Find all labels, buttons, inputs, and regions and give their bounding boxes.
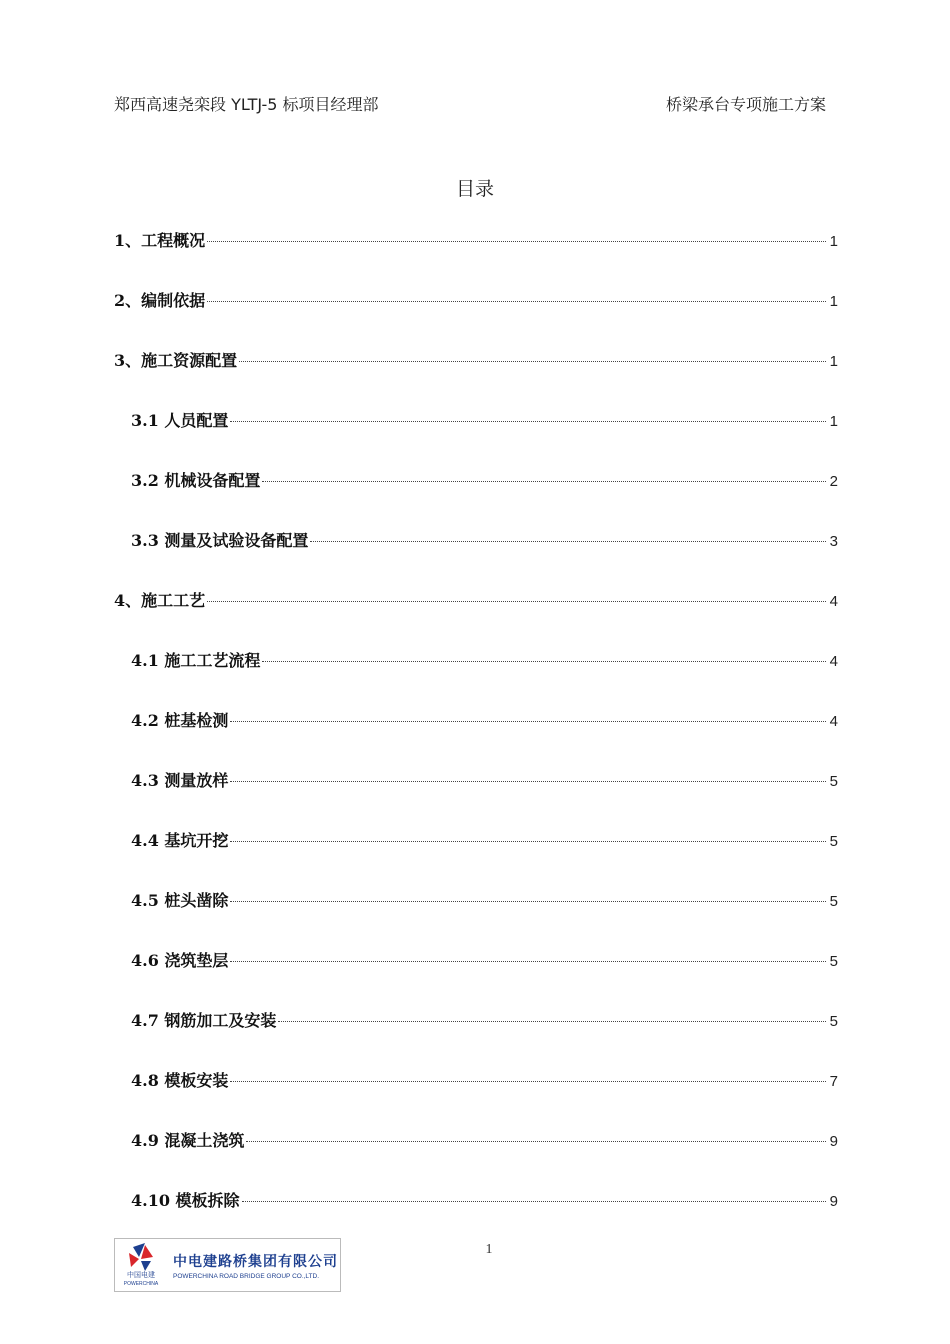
toc-entry[interactable] (114, 948, 838, 1008)
table-of-contents (114, 228, 838, 1248)
page-number: 1 (485, 1242, 493, 1257)
toc-entry-page: 1 (829, 413, 838, 430)
running-header-left: 郑西高速尧栾段 YLTJ-5 标项目经理部 (114, 95, 379, 114)
toc-entry-page: 4 (829, 713, 838, 730)
toc-entry-label[interactable]: 4.1 施工工艺流程 (131, 651, 261, 670)
toc-dot-leader (207, 601, 826, 602)
toc-entry-label[interactable]: 3、施工资源配置 (114, 351, 238, 370)
toc-entry-page: 5 (829, 1013, 838, 1030)
toc-entry-page: 5 (829, 953, 838, 970)
toc-entry-label[interactable]: 3.2 机械设备配置 (131, 471, 261, 490)
toc-entry[interactable] (114, 708, 838, 768)
company-name-cn: 中电建路桥集团有限公司 (173, 1253, 338, 1270)
toc-entry[interactable] (114, 1128, 838, 1188)
toc-dot-leader (262, 481, 825, 482)
toc-entry[interactable] (114, 228, 838, 288)
toc-dot-leader (230, 961, 825, 962)
toc-entry-page: 9 (829, 1133, 838, 1150)
toc-entry[interactable] (114, 408, 838, 468)
toc-entry-page: 3 (829, 533, 838, 550)
toc-entry[interactable] (114, 348, 838, 408)
toc-entry-label[interactable]: 4.4 基坑开挖 (131, 831, 229, 850)
logo-mark-text: 中国电建 (127, 1272, 155, 1279)
toc-entry-label[interactable]: 4.8 模板安装 (131, 1071, 229, 1090)
toc-entry[interactable] (114, 768, 838, 828)
toc-dot-leader (230, 1081, 825, 1082)
toc-entry[interactable] (114, 288, 838, 348)
toc-entry[interactable] (114, 1008, 838, 1068)
toc-dot-leader (310, 541, 825, 542)
toc-dot-leader (230, 901, 825, 902)
toc-dot-leader (207, 301, 826, 302)
toc-entry-label[interactable]: 4.7 钢筋加工及安装 (131, 1011, 277, 1030)
toc-dot-leader (230, 781, 825, 782)
toc-entry-label[interactable]: 4.6 浇筑垫层 (131, 951, 229, 970)
toc-entry-page: 2 (829, 473, 838, 490)
toc-dot-leader (239, 361, 826, 362)
toc-entry-label[interactable]: 4.10 模板拆除 (131, 1191, 240, 1210)
toc-entry-label[interactable]: 4.3 测量放样 (131, 771, 229, 790)
toc-entry-label[interactable]: 4.9 混凝土浇筑 (131, 1131, 245, 1150)
toc-dot-leader (207, 241, 826, 242)
toc-dot-leader (246, 1141, 825, 1142)
company-name-en: POWERCHINA ROAD BRIDGE GROUP CO.,LTD. (173, 1272, 320, 1280)
toc-title: 目录 (455, 178, 494, 200)
toc-entry-page: 9 (829, 1193, 838, 1210)
toc-entry-page: 1 (829, 353, 838, 370)
toc-entry-label[interactable]: 4.2 桩基检测 (131, 711, 229, 730)
logo-mark-subtext: POWERCHINA (123, 1281, 159, 1287)
toc-entry-page: 4 (829, 653, 838, 670)
toc-entry-label[interactable]: 3.1 人员配置 (131, 411, 229, 430)
toc-entry[interactable] (114, 588, 838, 648)
toc-entry-page: 5 (829, 893, 838, 910)
toc-entry-label[interactable]: 4、施工工艺 (114, 591, 206, 610)
company-logo (114, 1238, 341, 1292)
toc-entry[interactable] (114, 888, 838, 948)
toc-dot-leader (242, 1201, 826, 1202)
toc-entry-label[interactable]: 1、工程概况 (114, 231, 206, 250)
toc-entry-page: 7 (829, 1073, 838, 1090)
toc-entry-page: 1 (829, 233, 838, 250)
running-header-right: 桥梁承台专项施工方案 (665, 95, 826, 114)
toc-dot-leader (230, 841, 825, 842)
toc-entry-page: 5 (829, 833, 838, 850)
toc-dot-leader (230, 721, 825, 722)
toc-entry-label[interactable]: 3.3 测量及试验设备配置 (131, 531, 309, 550)
toc-entry-page: 4 (829, 593, 838, 610)
toc-entry-page: 5 (829, 773, 838, 790)
toc-entry[interactable] (114, 1068, 838, 1128)
toc-entry[interactable] (114, 828, 838, 888)
powerchina-logo-icon (115, 1239, 167, 1291)
toc-entry[interactable] (114, 468, 838, 528)
toc-dot-leader (262, 661, 825, 662)
toc-entry[interactable] (114, 648, 838, 708)
toc-entry-label[interactable]: 4.5 桩头凿除 (131, 891, 229, 910)
toc-dot-leader (230, 421, 825, 422)
toc-entry[interactable] (114, 528, 838, 588)
toc-entry-label[interactable]: 2、编制依据 (114, 291, 206, 310)
toc-dot-leader (278, 1021, 825, 1022)
toc-entry-page: 1 (829, 293, 838, 310)
